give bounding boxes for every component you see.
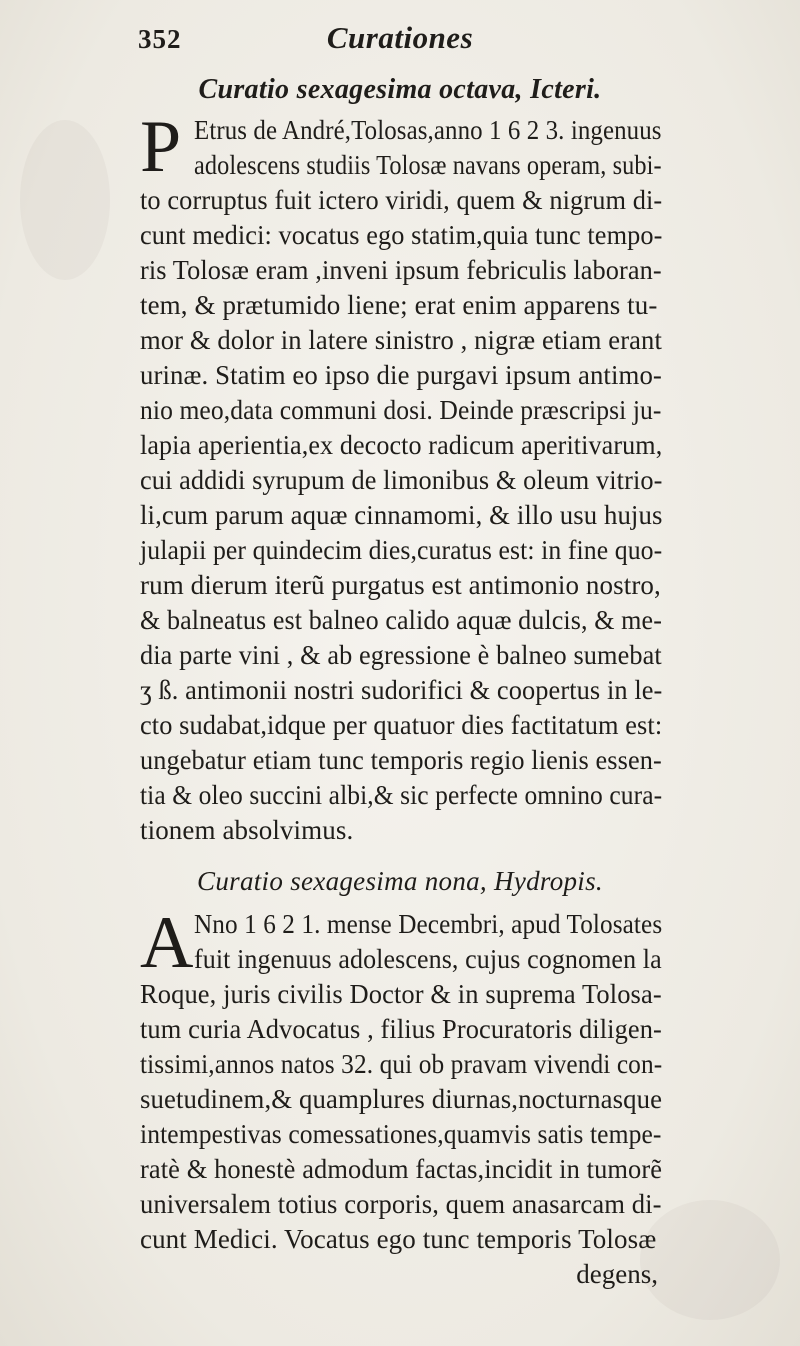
text-line: urinæ. Statim eo ipso die purgavi ipsum antimo- [140,360,662,390]
text-line: tia & oleo succini albi,& sic perfecte omnino cura- [140,780,663,810]
catchword: degens, [576,1259,658,1289]
text-line: tissimi,annos natos 32. qui ob pravam vivendi con- [140,1049,663,1079]
text-line: rum dierum iterũ purgatus est antimonio nostro, [140,570,661,600]
text-line: cunt medici: vocatus ego statim,quia tunc tempo- [140,220,663,250]
text-line: cto sudabat,idque per quatuor dies factitatum est: [140,710,663,740]
text-line: tionem absolvimus. [140,815,354,845]
text-line: tum curia Advocatus , filius Procuratoris diligen- [140,1014,662,1044]
text-line: tem, & prætumido liene; erat enim apparens tu- [140,290,658,320]
text-line: julapii per quindecim dies,curatus est: in fine quo- [140,535,663,565]
text-line: & balneatus est balneo calido aquæ dulcis, & me- [140,605,662,635]
text-line: cui addidi syrupum de limonibus & oleum vitrio- [140,465,663,495]
text-line: Roque, juris civilis Doctor & in suprema Tolosa- [140,979,662,1009]
text-line: fuit ingenuus adolescens, cujus cognomen la [194,944,662,974]
text-line: ratè & honestè admodum factas,incidit in tumorẽ [140,1154,663,1184]
drop-cap-initial: A [140,902,194,984]
text-line: ʒ ß. antimonii nostri sudorifici & coopertus in le- [140,675,663,705]
page-number: 352 [138,24,182,54]
section-title-icteri: Curatio sexagesima octava, Icteri. [198,74,602,105]
text-line: ungebatur etiam tunc temporis regio lienis essen- [140,745,662,775]
text-line: mor & dolor in latere sinistro , nigræ etiam erant [140,325,662,355]
text-line: universalem totius corporis, quem anasarcam di- [140,1189,662,1219]
text-line: suetudinem,& quamplures diurnas,nocturnasque [140,1084,663,1114]
text-line: nio meo,data communi dosi. Deinde præscripsi ju- [140,395,662,425]
text-line: ris Tolosæ eram ,inveni ipsum febriculis laboran- [140,255,662,285]
text-line: intempestivas comessationes,quamvis satis tempe- [140,1119,662,1149]
text-line: to corruptus fuit ictero viridi, quem & nigrum di- [140,185,663,215]
text-line: Nno 1 6 2 1. mense Decembri, apud Tolosates [194,909,663,939]
text-line: li,cum parum aquæ cinnamomi, & illo usu hujus [140,500,663,530]
section-title-hydropis: Curatio sexagesima nona, Hydropis. [197,866,603,896]
text-line: cunt Medici. Vocatus ego tunc temporis Tolosæ [140,1224,657,1254]
text-line: lapia aperientia,ex decocto radicum aperitivarum, [140,430,663,460]
running-head: Curationes [326,20,474,55]
text-line: Etrus de André,Tolosas,anno 1 6 2 3. ingenuus [194,115,662,145]
text-line: adolescens studiis Tolosæ navans operam, subi- [194,150,662,180]
drop-cap-initial: P [140,106,182,188]
paper-stain [20,120,110,280]
page-header [0,18,800,58]
text-line: dia parte vini , & ab egressione è balneo sumebat [140,640,662,670]
